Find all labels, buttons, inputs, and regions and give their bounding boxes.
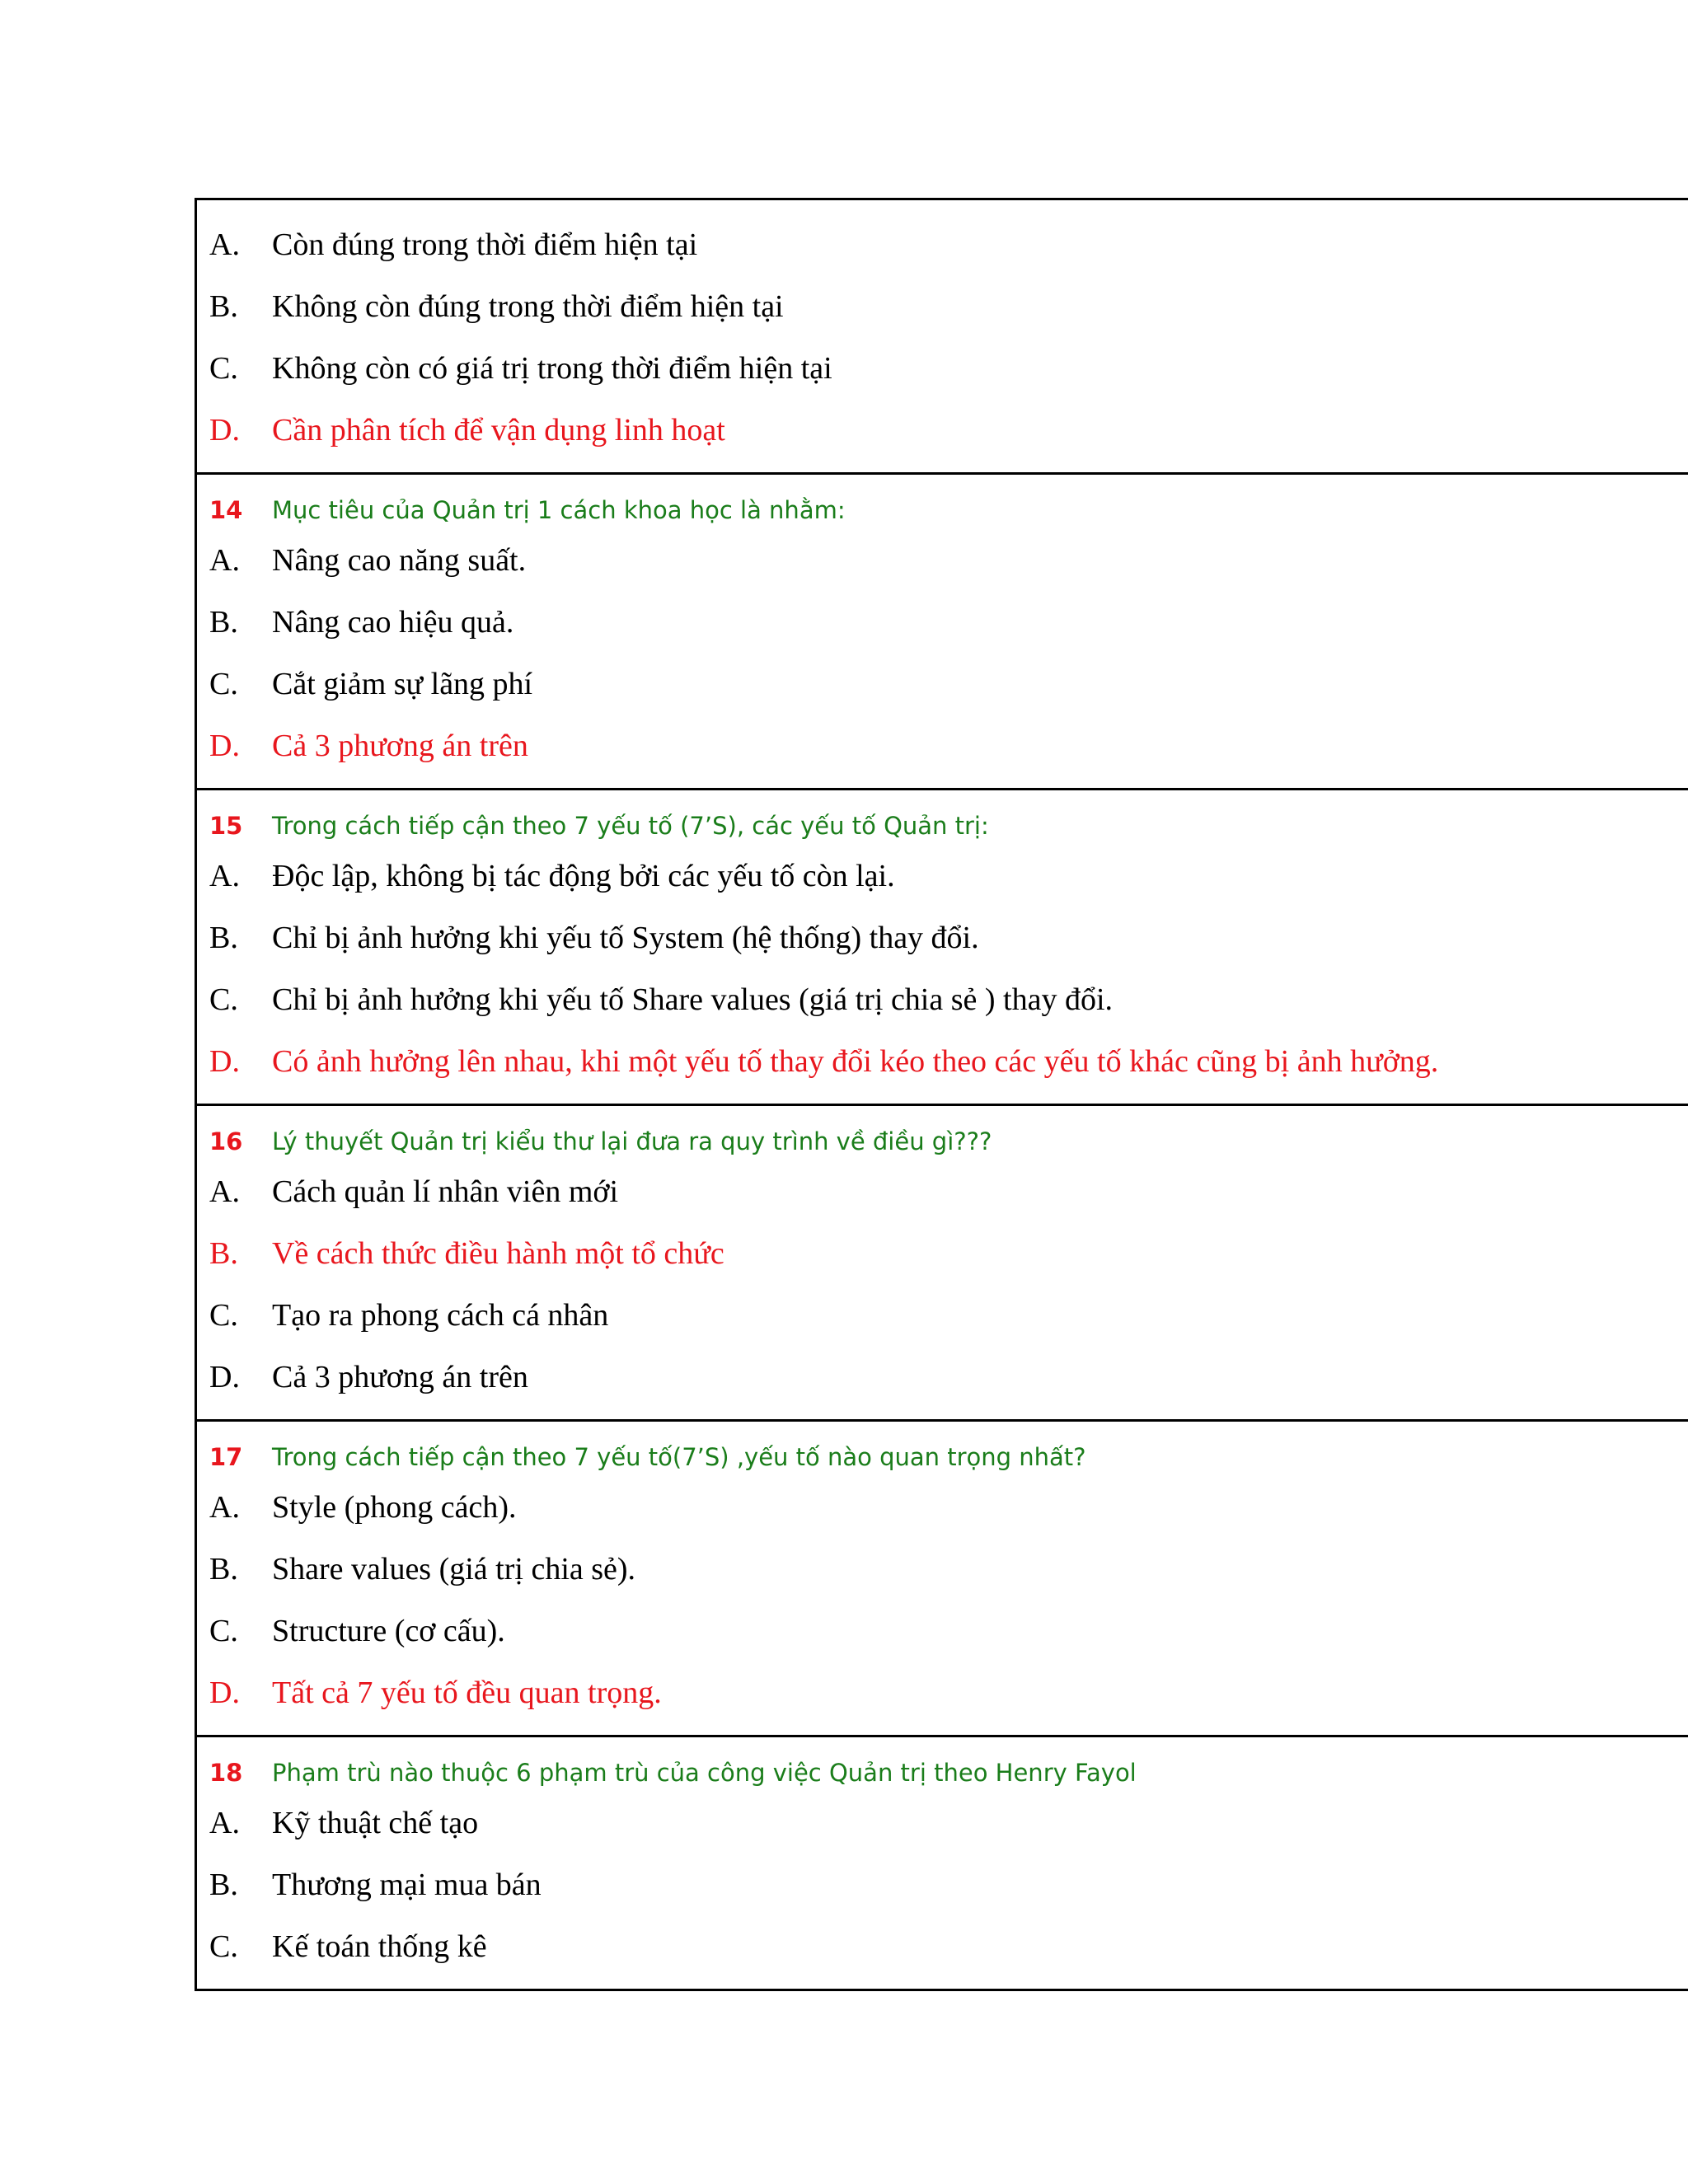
option-text: Thương mại mua bán [272, 1867, 542, 1902]
question-sheet [195, 198, 1688, 1991]
option-text: Cách quản lí nhân viên mới [272, 1174, 619, 1209]
option-letter: B. [209, 1235, 238, 1271]
option-text: Nâng cao hiệu quả. [272, 604, 514, 640]
option-text: Style (phong cách). [272, 1489, 517, 1525]
option-letter: B. [209, 1867, 238, 1902]
question-number: 14 [209, 496, 243, 524]
answer-option [197, 907, 1688, 968]
option-letter: D. [209, 1675, 240, 1710]
option-text: Chỉ bị ảnh hưởng khi yếu tố System (hệ thống) thay đổi. [272, 920, 979, 955]
option-text: Cả 3 phương án trên [272, 1359, 528, 1394]
option-letter: D. [209, 1359, 240, 1394]
option-letter: C. [209, 982, 238, 1017]
option-letter: C. [209, 350, 238, 386]
answer-option [197, 275, 1688, 337]
answer-option-correct [197, 1030, 1688, 1092]
question-number: 17 [209, 1443, 243, 1471]
question-block-15 [197, 790, 1688, 1106]
question-header [197, 1438, 1688, 1476]
question-text: Lý thuyết Quản trị kiểu thư lại đưa ra quy trình về điều gì??? [272, 1127, 992, 1155]
option-letter: A. [209, 1489, 240, 1525]
option-text: Structure (cơ cấu). [272, 1613, 505, 1648]
question-text: Mục tiêu của Quản trị 1 cách khoa học là nhằm: [272, 496, 846, 524]
question-block-18 [197, 1737, 1688, 1991]
option-text: Không còn có giá trị trong thời điểm hiện tại [272, 350, 832, 386]
answer-option [197, 968, 1688, 1030]
option-text: Kế toán thống kê [272, 1929, 487, 1964]
answer-option [197, 529, 1688, 591]
answer-option [197, 1854, 1688, 1915]
option-letter: B. [209, 920, 238, 955]
question-header [197, 491, 1688, 529]
option-letter: B. [209, 288, 238, 324]
question-text: Trong cách tiếp cận theo 7 yếu tố(7’S) ,yếu tố nào quan trọng nhất? [272, 1443, 1086, 1471]
option-text: Kỹ thuật chế tạo [272, 1805, 479, 1840]
option-letter: A. [209, 227, 240, 262]
option-text: Về cách thức điều hành một tổ chức [272, 1235, 724, 1271]
option-text: Tất cả 7 yếu tố đều quan trọng. [272, 1675, 662, 1710]
option-text: Chỉ bị ảnh hưởng khi yếu tố Share values (giá trị chia sẻ ) thay đổi. [272, 982, 1114, 1017]
answer-option [197, 653, 1688, 715]
question-text: Trong cách tiếp cận theo 7 yếu tố (7’S), các yếu tố Quản trị: [272, 812, 989, 840]
answer-option-correct [197, 1661, 1688, 1723]
answer-option [197, 1538, 1688, 1600]
question-header [197, 807, 1688, 845]
answer-option [197, 1284, 1688, 1346]
option-letter: B. [209, 604, 238, 640]
question-number: 16 [209, 1127, 243, 1155]
question-block-16 [197, 1106, 1688, 1422]
option-letter: C. [209, 1929, 238, 1964]
answer-option [197, 591, 1688, 653]
answer-option [197, 1600, 1688, 1661]
option-letter: C. [209, 1297, 238, 1333]
option-letter: C. [209, 1613, 238, 1648]
option-text: Không còn đúng trong thời điểm hiện tại [272, 288, 784, 324]
answer-option [197, 337, 1688, 399]
option-letter: D. [209, 728, 240, 763]
answer-option-correct [197, 715, 1688, 776]
question-number: 18 [209, 1759, 243, 1787]
option-text: Tạo ra phong cách cá nhân [272, 1297, 609, 1333]
option-letter: B. [209, 1551, 238, 1586]
answer-option [197, 845, 1688, 907]
option-text: Còn đúng trong thời điểm hiện tại [272, 227, 698, 262]
option-letter: A. [209, 1174, 240, 1209]
question-block-continued [197, 200, 1688, 475]
option-text: Cả 3 phương án trên [272, 728, 528, 763]
option-text: Share values (giá trị chia sẻ). [272, 1551, 636, 1586]
answer-option-correct [197, 1222, 1688, 1284]
option-letter: A. [209, 542, 240, 578]
question-header [197, 1754, 1688, 1792]
option-text: Cần phân tích để vận dụng linh hoạt [272, 412, 725, 448]
option-letter: C. [209, 666, 238, 701]
option-text: Nâng cao năng suất. [272, 542, 527, 578]
question-text: Phạm trù nào thuộc 6 phạm trù của công việc Quản trị theo Henry Fayol [272, 1759, 1137, 1787]
option-letter: D. [209, 1043, 240, 1079]
option-letter: A. [209, 1805, 240, 1840]
question-number: 15 [209, 812, 243, 840]
option-text: Cắt giảm sự lãng phí [272, 666, 533, 701]
answer-option [197, 1346, 1688, 1408]
question-header [197, 1122, 1688, 1160]
option-text: Độc lập, không bị tác động bởi các yếu tố còn lại. [272, 858, 895, 893]
answer-option [197, 1915, 1688, 1977]
answer-option-correct [197, 399, 1688, 461]
answer-option [197, 1160, 1688, 1222]
answer-option [197, 1792, 1688, 1854]
option-letter: D. [209, 412, 240, 448]
question-block-17 [197, 1422, 1688, 1737]
option-text: Có ảnh hưởng lên nhau, khi một yếu tố thay đổi kéo theo các yếu tố khác cũng bị ảnh hưởng. [272, 1043, 1439, 1079]
answer-option [197, 213, 1688, 275]
option-letter: A. [209, 858, 240, 893]
question-block-14 [197, 475, 1688, 790]
answer-option [197, 1476, 1688, 1538]
